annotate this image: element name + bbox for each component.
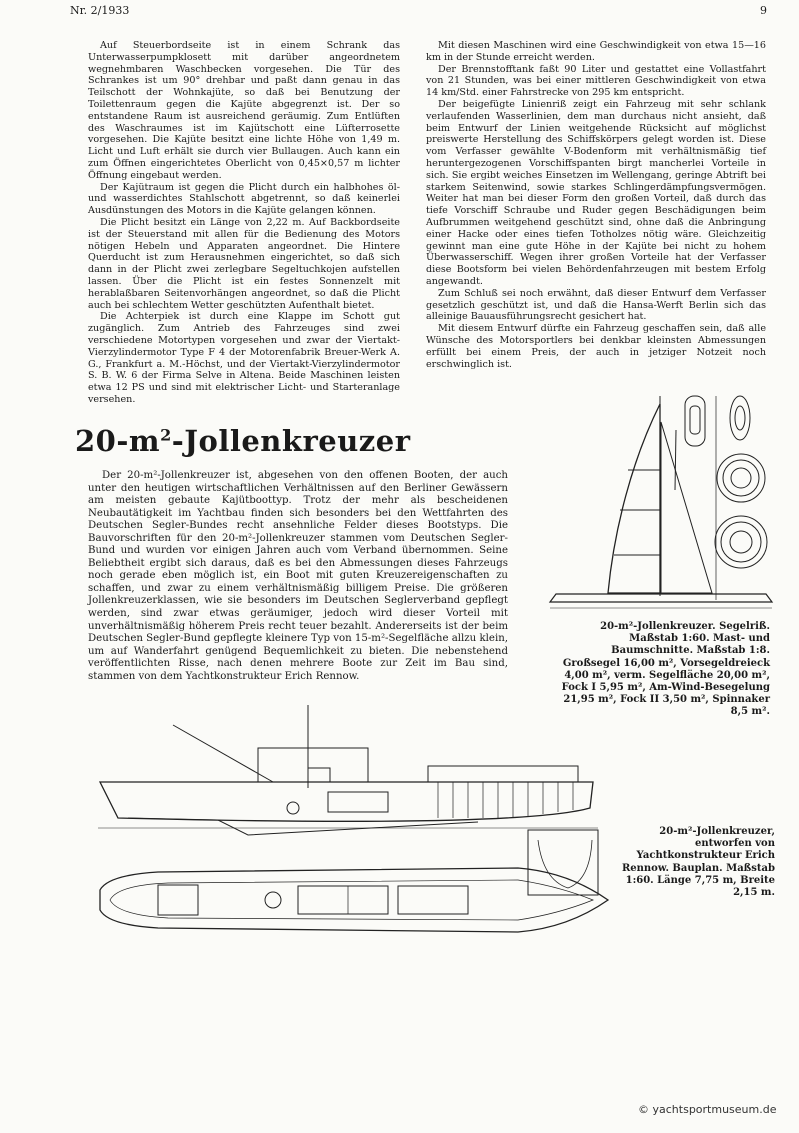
- paragraph: Der Brennstofftank faßt 90 Liter und gestattet eine Vollastfahrt von 21 Stunden, was bei einer mittleren Geschwindigkeit von etwa 14 km/Std. einer Fahrstrecke von 295 km entspricht.: [426, 63, 766, 99]
- page-number: 9: [760, 4, 767, 17]
- section-body: [88, 470, 508, 683]
- section-title: [75, 424, 411, 458]
- section-title-prefix: 20-m: [75, 424, 161, 458]
- watermark-text: yachtsportmuseum.de: [652, 1103, 777, 1116]
- issue-number: Nr. 2/1933: [70, 4, 130, 17]
- left-column-text: [88, 40, 400, 406]
- sail-plan-caption: 20-m²-Jollenkreuzer. Segelriß. Maßstab 1:60. Mast- und Baumschnitte. Maßstab 1:8. Großsegel 16,00 m², Vorsegeldreieck 4,00 m², verm. Segelfläche 20,00 m², Fock I 5,95 m², Am-Wind-Besegelung 21,95 m², Fock II 3,50 m², Spinnaker 8,5 m².: [561, 621, 770, 718]
- section-title-suffix: -Jollenkreuzer: [171, 424, 411, 458]
- paragraph: Der Kajütraum ist gegen die Plicht durch ein halbhohes öl- und wasserdichtes Stahlschott abgetrennt, so daß keinerlei Ausdünstungen des Motors in die Kajüte gelangen können.: [88, 181, 400, 217]
- paragraph: Die Achterpiek ist durch eine Klappe im Schott gut zugänglich. Zum Antrieb des Fahrzeuges sind zwei verschiedene Motortypen vorgesehen und zwar der Viertakt-Vierzylindermotor Type F 4 der Motorenfabrik Breuer-Werk A. G., Frankfurt a. M.-Höchst, und der Viertakt-Vierzylindermotor S. B. W. 6 der Firma Selve in Altena. Beide Maschinen leisten etwa 12 PS und sind mit elektrischer Licht- und Starteranlage versehen.: [88, 311, 400, 405]
- paragraph: Auf Steuerbordseite ist in einem Schrank das Unterwasserpumpklosett mit darüber angeordnetem wegnehmbaren Waschbecken vorgesehen. Die Tür des Schrankes ist um 90° drehbar und paßt dann genau in das Teilschott der Wohnkajüte, so daß bei Benutzung der Toilettenraum gegen die Kajüte abgegrenzt ist. Der so entstandene Raum ist ausreichend geräumig. Zum Entlüften des Waschraumes ist im Kajütschott eine Lüfterrosette vorgesehen. Die Kajüte besitzt eine lichte Höhe von 1,49 m. Licht und Luft erhält sie durch vier Bullaugen. Auch kann ein zum Öffnen eingerichtetes Oberlicht von 0,45×0,57 m lichter Öffnung eingebaut werden.: [88, 40, 400, 181]
- right-column-text: [426, 40, 766, 370]
- paragraph: Die Plicht besitzt ein Länge von 2,22 m. Auf Backbordseite ist der Steuerstand mit allen für die Bedienung des Motors nötigen Hebeln und Apparaten angeordnet. Die Hintere Querducht ist zum Herausnehmen eingerichtet, so daß sich dann in der Plicht zwei zerlegbare Segeltuchkojen aufstellen lassen. Über die Plicht ist ein festes Sonnenzelt mit herablaßbaren Seitenvorhängen angeordnet, so daß die Plicht auch bei schlechtem Wetter geschützten Aufenthalt bietet.: [88, 216, 400, 311]
- paragraph: Mit diesem Entwurf dürfte ein Fahrzeug geschaffen sein, daß alle Wünsche des Motorsportlers bei denkbar kleinsten Abmessungen erfüllt bei einem Preis, der auch in jetziger Notzeit noch erschwinglich ist.: [426, 323, 766, 370]
- sail-plan-drawing: [540, 390, 780, 615]
- construction-plan-caption: 20-m²-Jollenkreuzer, entworfen von Yachtkonstrukteur Erich Rennow. Bauplan. Maßstab 1:60. Länge 7,75 m, Breite 2,15 m.: [621, 826, 775, 899]
- section-title-superscript: 2: [160, 425, 172, 445]
- paragraph: Mit diesen Maschinen wird eine Geschwindigkeit von etwa 15—16 km in der Stunde erreicht werden.: [426, 40, 766, 63]
- paragraph: Der beigefügte Linienriß zeigt ein Fahrzeug mit sehr schlank verlaufenden Wasserlinien, dem man durchaus nicht ansieht, daß beim Entwurf der Linien weitgehende Rücksicht auf möglichst preiswerte Herstellung des Schiffskörpers gelegt worden ist. Diese vom Verfasser gewählte V-Bodenform mit verhältnismäßig tief heruntergezogenen Vorschiffspanten birgt mancherlei Vorteile in sich. Sie ergibt weiches Einsetzen im Wellengang, geringe Abtrift bei starkem Seitenwind, sowie starkes Schlingerdämpfungsvermögen. Weiter hat man bei dieser Form den großen Vorteil, daß durch das tiefe Vorschiff Schraube und Ruder gegen Beschädigungen beim Aufbrummen weitgehend geschützt sind, ohne daß die Anbringung einer Hacke oder eines tiefen Totholzes nötig wäre. Gleichzeitig gewinnt man eine gute Höhe in der Kajüte bei nicht zu hohem Überwasserschiff. Wegen ihrer großen Vorteile hat der Verfasser diese Bootsform bei vielen Behördenfahrzeugen mit bestem Erfolg angewandt.: [426, 98, 766, 287]
- construction-plan-drawing: [98, 700, 618, 1030]
- paragraph: Der 20-m²-Jollenkreuzer ist, abgesehen von den offenen Booten, der auch unter den heutigen wirtschaftlichen Verhältnissen auf den Berliner Gewässern am meisten gebaute Kajütboottyp. Trotz der mehr als bescheidenen Neubautätigkeit im Yachtbau finden sich besonders bei den Wettfahrten des Deutschen Segler-Bundes recht ansehnliche Felder dieses Bootstyps. Die Bauvorschriften für den 20-m²-Jollenkreuzer stammen vom Deutschen Segler-Bund und wurden vor einigen Jahren auch vom Verband übernommen. Seine Beliebtheit ergibt sich daraus, daß es bei den Abmessungen dieses Fahrzeugs noch gerade eben möglich ist, ein Boot mit guten Kreuzereigenschaften zu schaffen, und zwar zu einem verhältnismäßig billigem Preise. Die größeren Jollenkreuzerklassen, wie sie besonders im Deutschen Seglerverband gepflegt werden, sind zwar etwas geräumiger, jedoch wird dieser Vorteil mit unverhältnismäßig höherem Preis recht teuer bezahlt. Andererseits ist der beim Deutschen Segler-Bund gepflegte kleinere Typ von 15-m²-Segelfläche allzu klein, um auf Wanderfahrt genügend Bequemlichkeit zu bieten. Die nebenstehend veröffentlichten Risse, nach denen mehrere Boote zur Zeit im Bau sind, stammen von dem Yachtkonstrukteur Erich Rennow.: [88, 470, 508, 682]
- watermark: [638, 1103, 776, 1116]
- copyright-symbol: ©: [638, 1103, 649, 1116]
- paragraph: Zum Schluß sei noch erwähnt, daß dieser Entwurf dem Verfasser gesetzlich geschützt ist, und daß die Hansa-Werft Berlin sich das alleinige Bauausführungsrecht gesichert hat.: [426, 287, 766, 323]
